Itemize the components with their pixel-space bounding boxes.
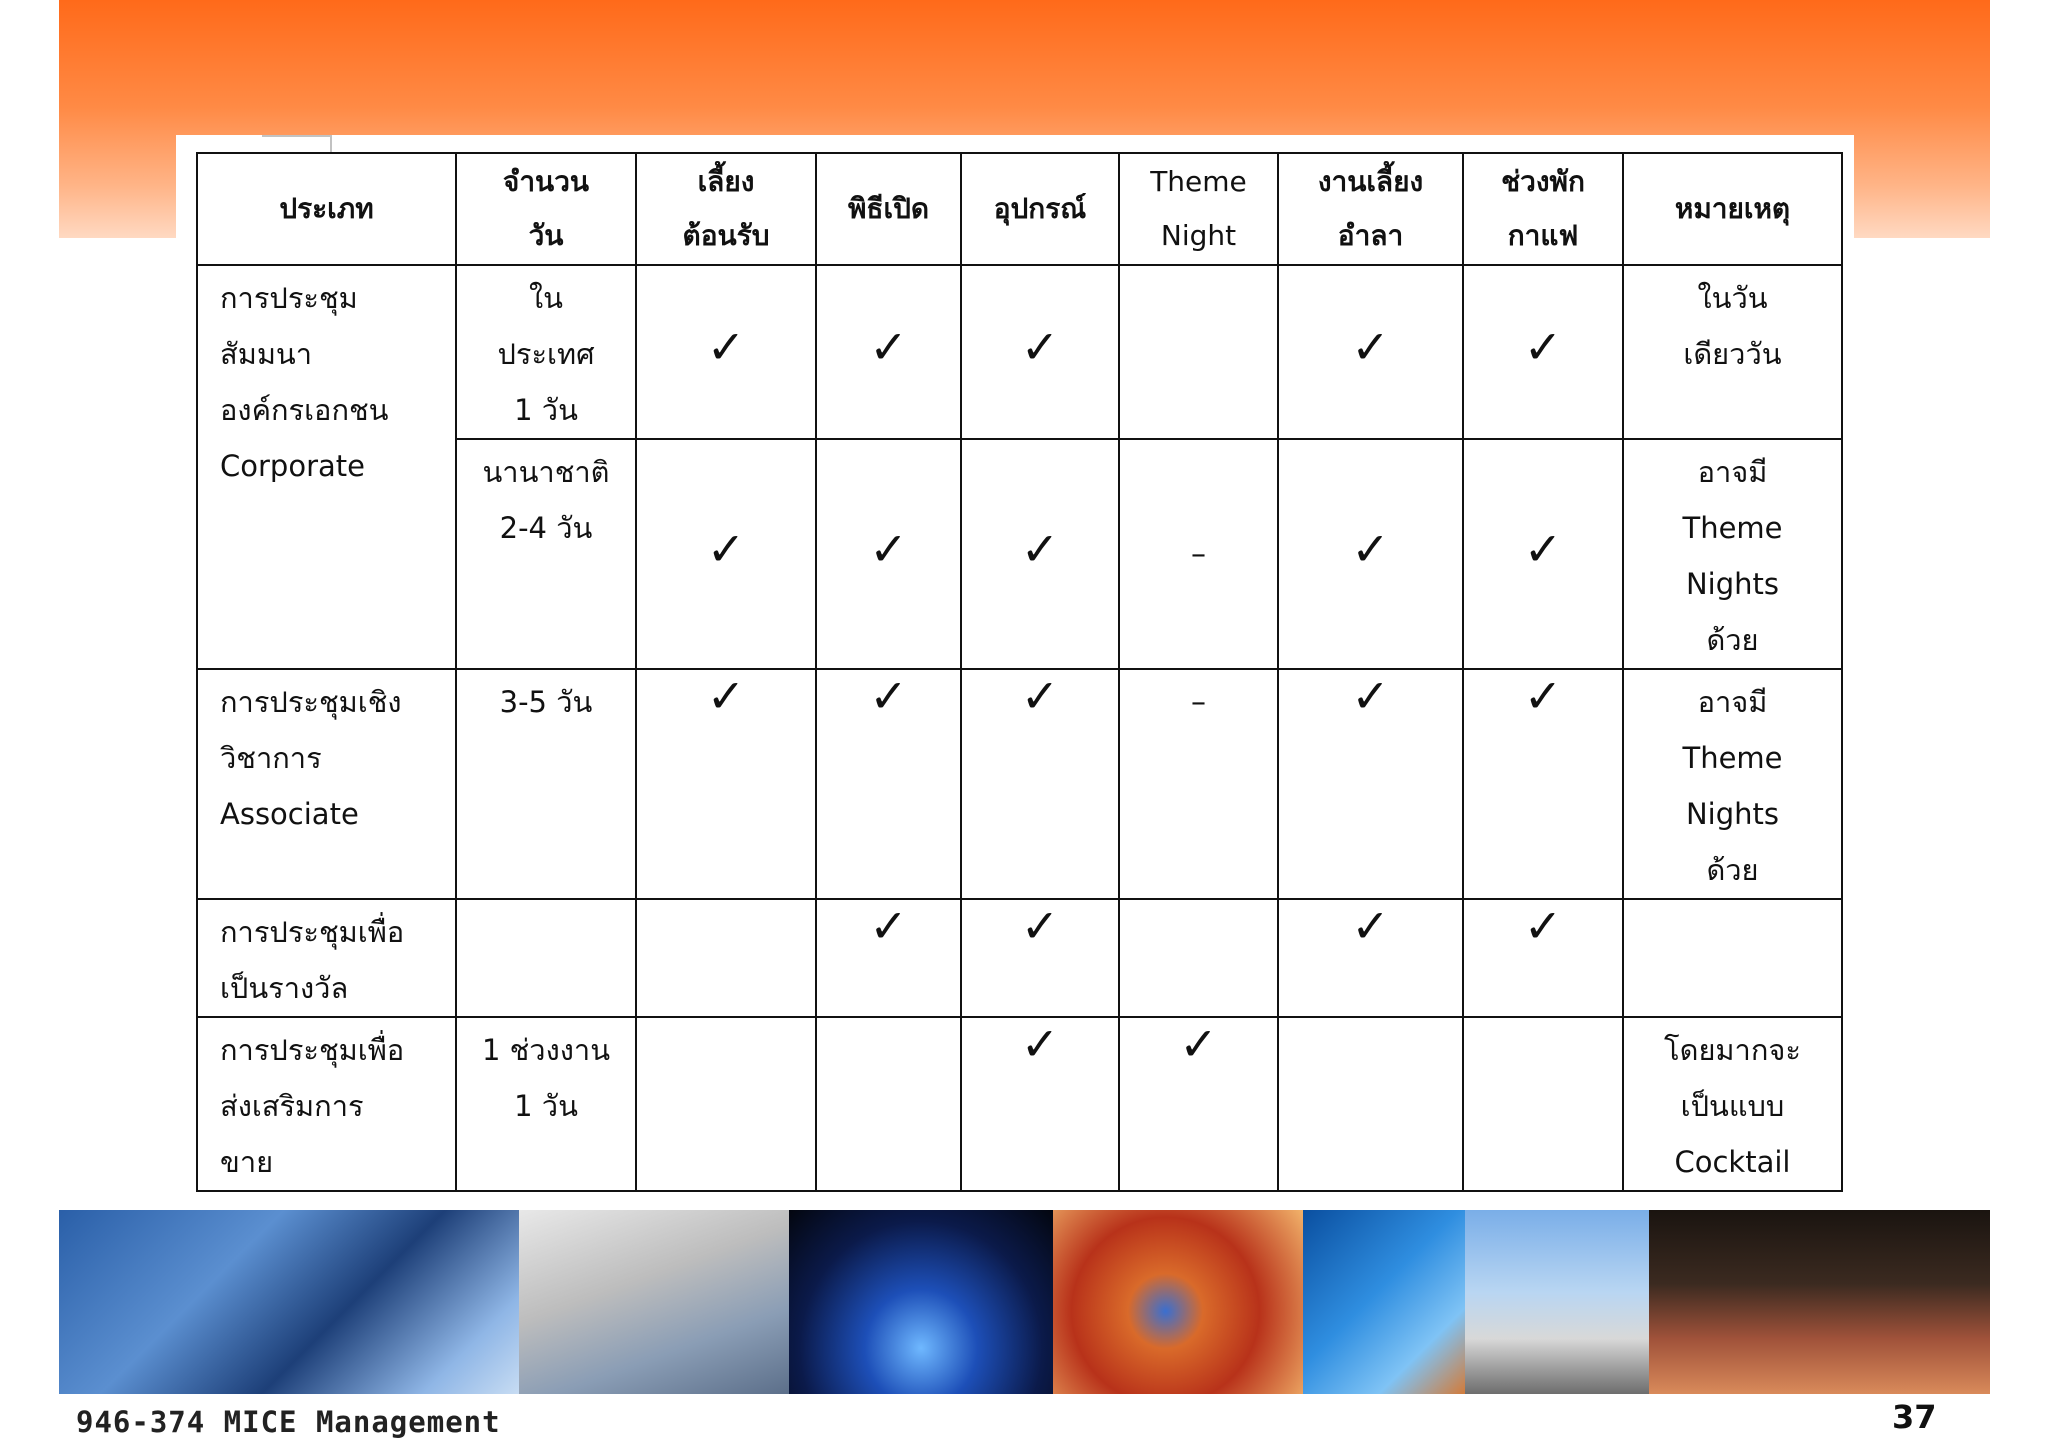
course-title: 946-374 MICE Management bbox=[76, 1405, 501, 1439]
days-cell bbox=[456, 1017, 636, 1191]
header-text: อำลา bbox=[1337, 219, 1404, 252]
note-text: อาจมี bbox=[1697, 685, 1768, 719]
table-row bbox=[197, 669, 1842, 899]
mark-cell bbox=[1119, 669, 1278, 899]
header-text: ประเภท bbox=[279, 192, 374, 225]
note-text: อาจมี bbox=[1697, 455, 1768, 489]
mark-cell bbox=[636, 265, 816, 439]
note-cell bbox=[1623, 669, 1842, 899]
mark-cell bbox=[816, 669, 961, 899]
mark-cell bbox=[961, 1017, 1119, 1191]
header-days bbox=[456, 153, 636, 265]
header-text: อุปกรณ์ bbox=[993, 192, 1087, 225]
mark-cell bbox=[636, 439, 816, 669]
days-cell bbox=[456, 669, 636, 899]
days-text: นานาชาติ bbox=[482, 455, 610, 489]
mark-cell bbox=[961, 899, 1119, 1017]
check-icon: ✓ bbox=[1020, 669, 1060, 723]
check-icon: ✓ bbox=[1020, 899, 1060, 953]
check-icon: ✓ bbox=[706, 669, 746, 723]
digital-world-photo bbox=[1303, 1210, 1465, 1394]
mark-cell bbox=[1278, 1017, 1463, 1191]
type-text: Associate bbox=[220, 797, 359, 831]
mark-cell bbox=[961, 669, 1119, 899]
type-text: ขาย bbox=[220, 1145, 274, 1179]
days-text: 3-5 วัน bbox=[499, 685, 593, 719]
check-icon: ✓ bbox=[1351, 669, 1390, 723]
check-icon: ✓ bbox=[1020, 521, 1060, 576]
table-row bbox=[197, 265, 1842, 439]
header-coffee-break bbox=[1463, 153, 1623, 265]
header-note bbox=[1623, 153, 1842, 265]
photo-strip bbox=[59, 1210, 1990, 1394]
mark-cell bbox=[816, 1017, 961, 1191]
days-text: ประเทศ bbox=[497, 337, 595, 371]
note-text: Cocktail bbox=[1674, 1145, 1791, 1179]
header-text: ช่วงพัก bbox=[1501, 165, 1585, 198]
note-cell bbox=[1623, 439, 1842, 669]
mark-cell bbox=[1463, 669, 1623, 899]
check-icon: ✓ bbox=[1351, 899, 1390, 953]
truck-plane-photo bbox=[1465, 1210, 1649, 1394]
days-cell bbox=[456, 899, 636, 1017]
globe-hand-photo bbox=[1053, 1210, 1303, 1394]
note-text: Theme bbox=[1682, 741, 1783, 775]
type-text: การประชุมเพื่อ bbox=[220, 915, 405, 949]
table-row bbox=[197, 1017, 1842, 1191]
note-text: เป็นแบบ bbox=[1680, 1089, 1785, 1123]
note-cell bbox=[1623, 265, 1842, 439]
type-cell bbox=[197, 1017, 456, 1191]
mark-cell bbox=[1278, 439, 1463, 669]
note-cell bbox=[1623, 1017, 1842, 1191]
mark-cell bbox=[816, 265, 961, 439]
header-theme-night bbox=[1119, 153, 1278, 265]
mark-cell bbox=[816, 899, 961, 1017]
type-text: การประชุม bbox=[220, 281, 358, 315]
dash-icon: – bbox=[1191, 536, 1206, 572]
header-text: Theme bbox=[1150, 165, 1247, 198]
check-icon: ✓ bbox=[1351, 521, 1390, 576]
note-cell bbox=[1623, 899, 1842, 1017]
check-icon: ✓ bbox=[1020, 319, 1060, 374]
type-text: องค์กรเอกชน bbox=[220, 393, 389, 427]
type-text: ส่งเสริมการ bbox=[220, 1089, 364, 1123]
check-icon: ✓ bbox=[706, 521, 746, 576]
shipping-port-photo bbox=[59, 1210, 519, 1394]
header-type bbox=[197, 153, 456, 265]
mark-cell bbox=[636, 899, 816, 1017]
header-welcome bbox=[636, 153, 816, 265]
mark-cell bbox=[1463, 899, 1623, 1017]
check-icon: ✓ bbox=[1523, 521, 1563, 576]
table-row bbox=[197, 899, 1842, 1017]
header-text: งานเลี้ยง bbox=[1317, 165, 1424, 198]
mark-cell bbox=[1119, 265, 1278, 439]
airplane-map-photo bbox=[519, 1210, 789, 1394]
note-text: ด้วย bbox=[1706, 853, 1759, 887]
header-text: วัน bbox=[528, 219, 564, 252]
header-opening bbox=[816, 153, 961, 265]
type-text: วิชาการ bbox=[220, 741, 322, 775]
mark-cell bbox=[1119, 899, 1278, 1017]
days-text: 1 วัน bbox=[514, 1089, 578, 1123]
days-text: 2-4 วัน bbox=[499, 511, 593, 545]
check-icon: ✓ bbox=[1523, 319, 1563, 374]
check-icon: ✓ bbox=[1020, 1017, 1060, 1071]
dash-icon: – bbox=[1191, 685, 1206, 720]
header-row bbox=[197, 153, 1842, 265]
header-text: จำนวน bbox=[502, 165, 590, 198]
days-cell bbox=[456, 265, 636, 439]
mark-cell bbox=[1463, 439, 1623, 669]
days-text: 1 ช่วงงาน bbox=[481, 1033, 611, 1067]
auditorium-photo bbox=[1649, 1210, 1990, 1394]
mark-cell bbox=[1278, 265, 1463, 439]
type-cell bbox=[197, 669, 456, 899]
mark-cell bbox=[1278, 669, 1463, 899]
header-farewell bbox=[1278, 153, 1463, 265]
type-text: สัมมนา bbox=[220, 337, 313, 371]
type-cell bbox=[197, 265, 456, 669]
header-text: กาแฟ bbox=[1507, 219, 1579, 252]
check-icon: ✓ bbox=[1523, 899, 1563, 953]
mark-cell bbox=[1278, 899, 1463, 1017]
check-icon: ✓ bbox=[1351, 319, 1390, 374]
mark-cell bbox=[1463, 1017, 1623, 1191]
note-text: Nights bbox=[1685, 567, 1780, 601]
days-text: ใน bbox=[529, 281, 563, 315]
check-icon: ✓ bbox=[1179, 1017, 1218, 1071]
note-text: Theme bbox=[1682, 511, 1783, 545]
check-icon: ✓ bbox=[869, 521, 908, 576]
check-icon: ✓ bbox=[869, 669, 908, 723]
header-text: เลี้ยง bbox=[697, 165, 755, 198]
note-text: เดียววัน bbox=[1683, 337, 1782, 371]
check-icon: ✓ bbox=[706, 319, 746, 374]
note-text: โดยมากจะ bbox=[1664, 1033, 1801, 1067]
header-text: ต้อนรับ bbox=[682, 219, 770, 252]
mark-cell bbox=[636, 1017, 816, 1191]
check-icon: ✓ bbox=[869, 319, 908, 374]
note-text: Nights bbox=[1685, 797, 1780, 831]
mark-cell bbox=[816, 439, 961, 669]
header-equipment bbox=[961, 153, 1119, 265]
days-text: 1 วัน bbox=[514, 393, 578, 427]
note-text: ด้วย bbox=[1706, 623, 1759, 657]
check-icon: ✓ bbox=[1523, 669, 1563, 723]
check-icon: ✓ bbox=[869, 899, 908, 953]
days-cell bbox=[456, 439, 636, 669]
page-number: 37 bbox=[1892, 1398, 1937, 1436]
mark-cell bbox=[961, 265, 1119, 439]
type-text: การประชุมเพื่อ bbox=[220, 1033, 405, 1067]
corner-mark bbox=[262, 135, 332, 153]
mark-cell bbox=[1463, 265, 1623, 439]
header-text: พิธีเปิด bbox=[847, 192, 930, 225]
stage-lights-photo bbox=[789, 1210, 1053, 1394]
mark-cell bbox=[1119, 1017, 1278, 1191]
header-text: หมายเหตุ bbox=[1674, 192, 1791, 225]
type-cell bbox=[197, 899, 456, 1017]
mark-cell bbox=[1119, 439, 1278, 669]
type-text: Corporate bbox=[220, 449, 365, 483]
type-text: เป็นรางวัล bbox=[220, 971, 349, 1005]
note-text: ในวัน bbox=[1697, 281, 1768, 315]
mark-cell bbox=[961, 439, 1119, 669]
type-text: การประชุมเชิง bbox=[220, 685, 402, 719]
mice-comparison-table bbox=[196, 152, 1843, 1192]
mark-cell bbox=[636, 669, 816, 899]
header-text: Night bbox=[1160, 219, 1237, 252]
